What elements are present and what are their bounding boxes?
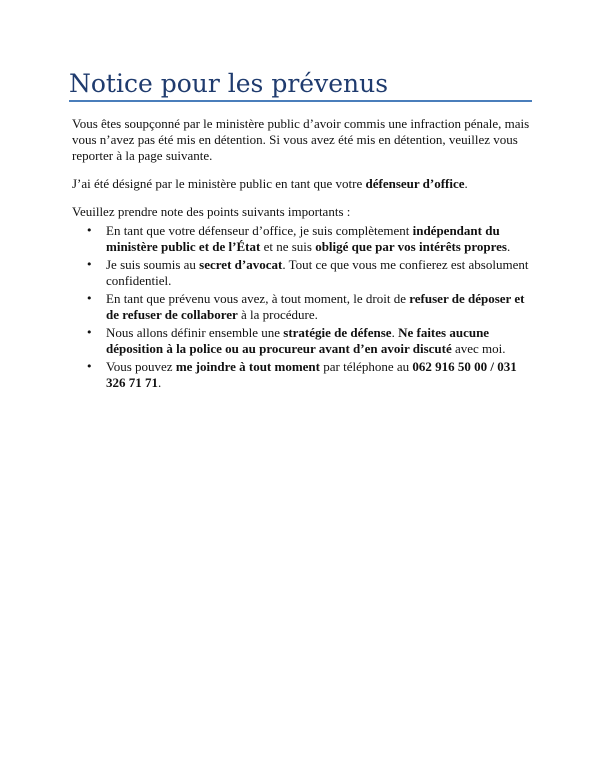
point-emphasis: obligé que par vos intérêts propres [315,239,507,254]
points-intro: Veuillez prendre note des points suivants importants : [72,204,351,219]
bullet-icon: • [86,360,93,373]
point-text: Nous allons définir ensemble une [106,325,284,340]
list-item [86,291,534,323]
point-text: . [506,239,511,254]
point-text: Vous pouvez [106,359,176,374]
list-item [86,325,534,357]
intro-paragraph: Vous êtes soupçonné par le ministère public d’avoir commis une infraction pénale, mais vous n’avez pas été mis en détention. Si vous avez été mis en détention, veuillez vous reporter à la page suivante. [72,116,530,163]
point-text: . Tout ce que vous me confierez est absolument confidentiel. [106,257,529,288]
point-emphasis: refuser de déposer et de refuser de collaborer [106,291,525,322]
point-emphasis: stratégie de défense [283,325,392,340]
point-text: à la procédure. [237,307,318,322]
document-body [72,116,534,393]
list-item [86,359,534,391]
page-title: Notice pour les prévenus [69,69,389,98]
point-text: En tant que votre défenseur d’office, je suis complètement [106,223,413,238]
point-text: . [158,375,162,390]
point-text: En tant que prévenu vous avez, à tout moment, le droit de [106,291,410,306]
point-text: Je suis soumis au [106,257,200,272]
designation-text: J’ai été désigné par le ministère public en tant que votre [72,176,366,191]
bullet-icon: • [86,326,93,339]
point-text: par téléphone au [320,359,413,374]
phone-number: 062 916 50 00 / 031 326 71 71 [106,359,517,390]
point-text: . [391,325,399,340]
point-text: et ne suis [260,239,316,254]
bullet-icon: • [86,258,93,271]
point-text: avec moi. [451,341,506,356]
list-item [86,223,534,255]
points-list [72,223,534,391]
designation-emphasis: défenseur d’office [365,176,465,191]
designation-paragraph [72,176,534,192]
point-emphasis: Ne faites aucune déposition à la police ou au procureur avant d’en avoir discuté [106,325,490,356]
point-emphasis: indépendant du ministère public et de l’État [106,223,500,254]
bullet-icon: • [86,224,93,237]
designation-end: . [464,176,468,191]
point-emphasis: secret d’avocat [199,257,283,272]
point-emphasis: me joindre à tout moment [175,359,320,374]
list-item [86,257,534,289]
bullet-icon: • [86,292,93,305]
title-underline [69,100,532,102]
